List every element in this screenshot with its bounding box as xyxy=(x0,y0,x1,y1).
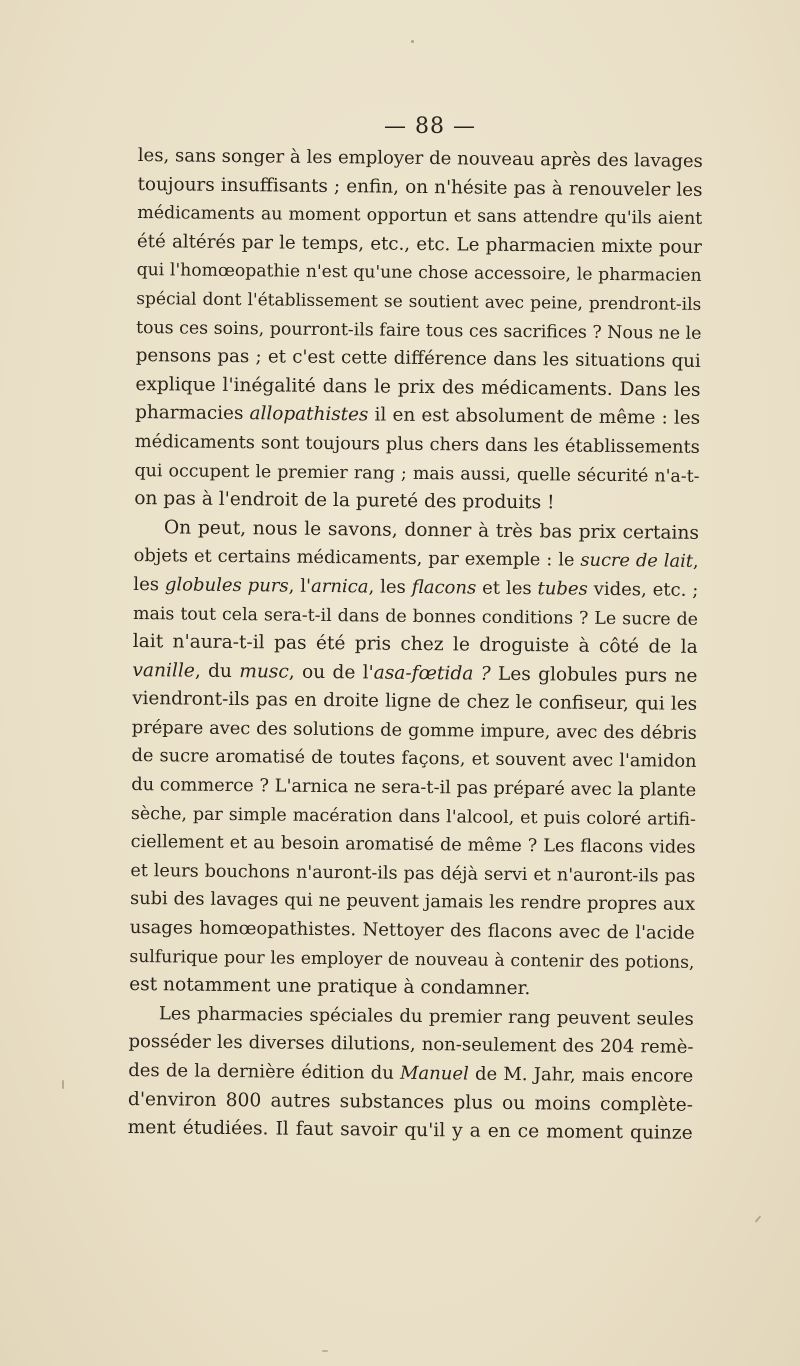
text-segment: , xyxy=(692,551,699,573)
text-segment: été altérés par le temps, etc., etc. Le pharmacien mixte pour xyxy=(136,230,703,258)
text-segment: sulfurique pour les employer de nouveau à contenir des potions, xyxy=(129,946,695,973)
text-segment: , l' xyxy=(288,575,312,597)
text-segment: posséder les diverses dilutions, non-seulement des 204 remè- xyxy=(128,1031,694,1059)
text-segment: et leurs bouchons n'auront-ils pas déjà servi et n'auront-ils pas xyxy=(130,860,696,887)
text-segment: il en est absolument de même : les xyxy=(368,404,701,430)
italic-text: allopathistes xyxy=(249,403,369,426)
paper-speck xyxy=(755,1215,762,1222)
paper-speck xyxy=(411,40,414,43)
text-segment: médicaments sont toujours plus chers dans les établissements xyxy=(134,430,700,458)
paper-speck xyxy=(322,1350,328,1352)
text-segment: prépare avec des solutions de gomme impure, avec des débris xyxy=(131,716,697,744)
text-segment: lait n'aura-t-il pas été pris chez le droguiste à côté de la xyxy=(132,631,698,658)
text-segment: vides, etc. ; xyxy=(587,578,699,601)
italic-text: musc xyxy=(239,660,289,683)
text-segment: qui occupent le premier rang ; mais aussi, quelle sécurité n'a-t- xyxy=(134,460,700,487)
text-segment: toujours insuffisants ; enfin, on n'hésite pas à renouveler les xyxy=(137,173,703,201)
text-segment: subi des lavages qui ne peuvent jamais les rendre propres aux xyxy=(129,888,696,916)
text-segment: pharmacies xyxy=(135,402,250,425)
text-segment: est notamment une pratique à condamner. xyxy=(129,974,531,1000)
text-segment: , du xyxy=(194,660,240,682)
text-segment: d'environ 800 autres substances plus ou moins complète- xyxy=(127,1088,694,1116)
text-segment: ment étudiées. Il faut savoir qu'il y a en ce moment quinze xyxy=(127,1117,693,1145)
italic-text: vanille xyxy=(132,659,195,682)
text-segment: objets et certains médicaments, par exemple : le xyxy=(133,545,581,571)
text-segment: de M. Jahr, mais encore xyxy=(468,1063,694,1087)
italic-text: Manuel xyxy=(399,1062,469,1085)
paper-speck xyxy=(62,1080,64,1089)
italic-text: tubes xyxy=(537,578,588,600)
text-segment: , ou de l' xyxy=(288,661,374,684)
text-segment: spécial dont l'établissement se soutient avec peine, prendront-ils xyxy=(136,288,702,315)
text-line xyxy=(128,1114,693,1149)
text-segment: mais tout cela sera-t-il dans de bonnes conditions ? Le sucre de xyxy=(132,603,699,630)
text-segment: sèche, par simple macération dans l'alcool, et puis coloré artifi- xyxy=(130,803,697,830)
text-segment: pensons pas ; et c'est cette différence dans les situations qui xyxy=(135,345,701,373)
text-segment: les, sans songer à les employer de nouveau après des lavages xyxy=(137,144,703,172)
body-text xyxy=(128,142,703,1149)
italic-text: asa-fœtida ? xyxy=(373,662,491,685)
text-segment: de sucre aromatisé de toutes façons, et souvent avec l'amidon xyxy=(131,745,697,773)
text-segment: Les pharmacies spéciales du premier rang peuvent seules xyxy=(158,1003,694,1030)
text-segment: des de la dernière édition du xyxy=(128,1059,401,1084)
italic-text: flacons xyxy=(411,576,477,599)
text-segment: médicaments au moment opportun et sans attendre qu'ils aient xyxy=(137,203,703,230)
text-segment: , les xyxy=(368,576,412,598)
text-segment: on pas à l'endroit de la pureté des produits ! xyxy=(134,488,555,514)
text-segment: les xyxy=(133,573,166,596)
text-segment: qui l'homœopathie n'est qu'une chose accessoire, le pharmacien xyxy=(136,260,702,287)
text-segment: explique l'inégalité dans le prix des médicaments. Dans les xyxy=(135,373,701,401)
text-segment: Les globules purs ne xyxy=(490,663,698,687)
text-segment: usages homœopathistes. Nettoyer des flacons avec de l'acide xyxy=(129,916,695,944)
italic-text: sucre de lait xyxy=(580,549,694,573)
text-segment: viendront-ils pas en droite ligne de chez le confiseur, qui les xyxy=(132,688,698,716)
page-number: — 88 — xyxy=(384,114,476,139)
text-segment: et les xyxy=(476,577,538,600)
italic-text: globules purs xyxy=(164,574,289,597)
italic-text: arnica xyxy=(310,575,369,598)
text-segment: On peut, nous le savons, donner à très bas prix certains xyxy=(163,517,700,544)
text-segment: tous ces soins, pourront-ils faire tous ces sacrifices ? Nous ne le xyxy=(135,317,702,344)
text-segment: du commerce ? L'arnica ne sera-t-il pas préparé avec la plante xyxy=(131,774,697,801)
text-segment: ciellement et au besoin aromatisé de même ? Les flacons vides xyxy=(130,832,696,859)
